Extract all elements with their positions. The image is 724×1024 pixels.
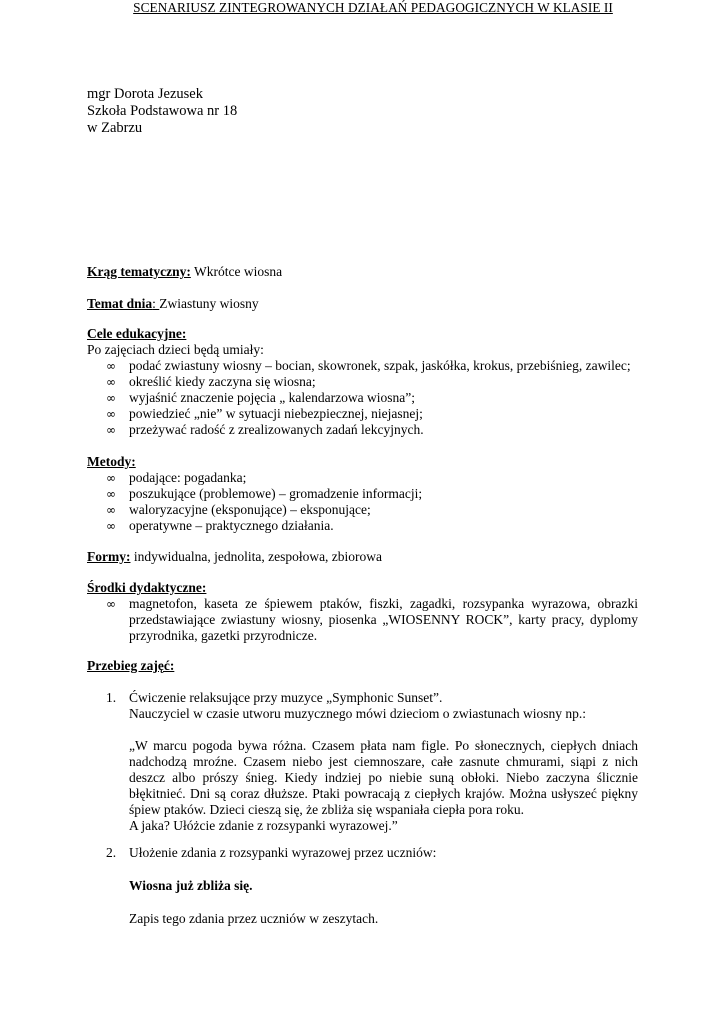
srodki-line: magnetofon, kaseta ze śpiewem ptaków, fiszki, zagadki, rozsypanka wyrazowa, obrazki <box>129 596 638 611</box>
step-1 <box>87 690 638 834</box>
przebieg-label: Przebieg zajęć: <box>87 658 175 673</box>
infinity-bullet-icon: ∞ <box>106 597 116 611</box>
srodki-item <box>87 596 638 644</box>
temat-label: Temat dnia <box>87 296 153 311</box>
metody-section <box>87 454 422 534</box>
krag-value: Wkrótce wiosna <box>190 264 283 279</box>
krag-tematyczny <box>87 264 282 280</box>
cele-list <box>87 358 631 438</box>
author-school: Szkoła Podstawowa nr 18 <box>87 103 238 119</box>
list-item: ∞ podające: pogadanka; <box>106 470 247 485</box>
formy <box>87 549 382 565</box>
srodki-line: przyrodnika, gazetki przyrodnicze. <box>129 628 318 643</box>
list-item: ∞ wyjaśnić znaczenie pojęcia „ kalendarzowa wiosna”; <box>106 390 415 405</box>
document-title: SCENARIUSZ ZINTEGROWANYCH DZIAŁAŃ PEDAGOGICZNYCH W KLASIE II <box>133 0 613 15</box>
list-item: ∞ waloryzacyjne (eksponujące) – eksponujące; <box>106 502 371 517</box>
list-item: ∞ poszukujące (problemowe) – gromadzenie informacji; <box>106 486 423 501</box>
quote-line: deszcz albo prószy śnieg. Kiedy indziej po niebie suną obłoki. Niebo zaczyna ślicznie <box>129 770 638 785</box>
step-number: 1. <box>106 690 117 705</box>
author-name: mgr Dorota Jezusek <box>87 86 203 102</box>
srodki-label: Środki dydaktyczne: <box>87 580 207 595</box>
infinity-bullet-icon: ∞ <box>106 487 116 501</box>
quote-line: błękitnieć. Dni są coraz dłuższe. Ptaki powracają z ciepłych krajów. Można usłyszeć piękny <box>129 786 638 801</box>
step-2 <box>87 845 638 927</box>
infinity-bullet-icon: ∞ <box>106 391 116 405</box>
temat-dnia <box>87 296 259 312</box>
quote-line: nadchodzą mroźne. Czasem niebo jest ciemnoszare, całe zasnute chmurami, siąpi z nich <box>129 754 638 769</box>
list-item: ∞ podać zwiastuny wiosny – bocian, skowronek, szpak, jaskółka, krokus, przebiśnieg, zawilec; <box>106 358 631 373</box>
przebieg-label-row <box>87 658 174 674</box>
srodki-line: przedstawiające zwiastuny wiosny, piosenka „WIOSENNY ROCK”, karty pracy, dyplomy <box>129 612 638 627</box>
formy-label: Formy: <box>87 549 131 564</box>
cele-label: Cele edukacyjne: <box>87 326 187 341</box>
temat-value: Zwiastuny wiosny <box>159 296 259 311</box>
quote-line: „W marcu pogoda bywa różna. Czasem płata nam figle. Po słonecznych, ciepłych dniach <box>129 738 638 753</box>
temat-sep: : <box>152 296 160 311</box>
cele-section <box>87 326 631 438</box>
list-item: ∞ powiedzieć „nie” w sytuacji niebezpiecznej, niejasnej; <box>106 406 423 421</box>
example-sentence: Wiosna już zbliża się. <box>129 878 253 893</box>
krag-label: Krąg tematyczny: <box>87 264 191 279</box>
list-item: ∞ operatywne – praktycznego działania. <box>106 518 334 533</box>
srodki-section <box>87 580 638 644</box>
infinity-bullet-icon: ∞ <box>106 407 116 421</box>
formy-value: indywidualna, jednolita, zespołowa, zbiorowa <box>130 549 383 564</box>
step-line: Nauczyciel w czasie utworu muzycznego mówi dzieciom o zwiastunach wiosny np.: <box>129 706 586 721</box>
author-city: w Zabrzu <box>87 120 143 136</box>
infinity-bullet-icon: ∞ <box>106 375 116 389</box>
quote-line: śpiew ptaków. Dzieci cieszą się, że zbliża się wspaniała ciepła pora roku. <box>129 802 524 817</box>
quote-line: A jaka? Ułóżcie zdanie z rozsypanki wyrazowej.” <box>129 818 398 833</box>
step-title: Ułożenie zdania z rozsypanki wyrazowej przez uczniów: <box>129 845 437 860</box>
cele-intro: Po zajęciach dzieci będą umiały: <box>87 342 264 357</box>
infinity-bullet-icon: ∞ <box>106 471 116 485</box>
metody-label: Metody: <box>87 454 136 469</box>
infinity-bullet-icon: ∞ <box>106 359 116 373</box>
infinity-bullet-icon: ∞ <box>106 519 116 533</box>
infinity-bullet-icon: ∞ <box>106 423 116 437</box>
metody-list <box>87 470 422 534</box>
step-title: Ćwiczenie relaksujące przy muzyce „Symphonic Sunset”. <box>129 690 443 705</box>
step-note: Zapis tego zdania przez uczniów w zeszytach. <box>129 911 379 926</box>
list-item: ∞ określić kiedy zaczyna się wiosna; <box>106 374 316 389</box>
infinity-bullet-icon: ∞ <box>106 503 116 517</box>
list-item: ∞ przeżywać radość z zrealizowanych zadań lekcyjnych. <box>106 422 424 437</box>
step-number: 2. <box>106 845 117 860</box>
author-block <box>87 86 237 137</box>
